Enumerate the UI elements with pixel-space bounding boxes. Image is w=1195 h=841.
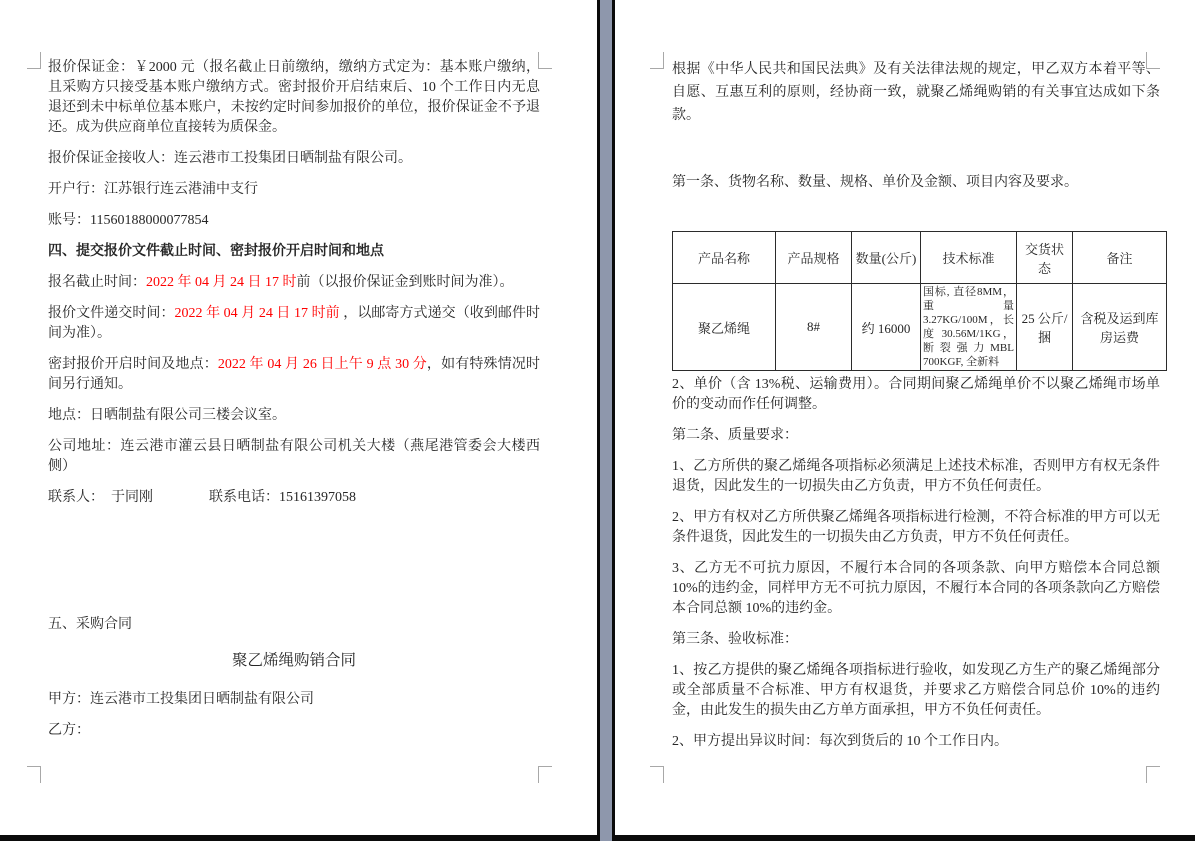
text-run: 聚乙烯绳购销合同 <box>231 652 356 669</box>
text-run: 1、按乙方提供的聚乙烯绳各项指标进行验收，如发现乙方生产的聚乙烯绳部分或全部质量不合标准、甲方有权退货，并要求乙方赔偿合同总价 10%的违约金，由此发生的损失由乙方单方面承担，甲方不负任何责任。 <box>672 663 1160 718</box>
paragraph <box>672 375 1160 415</box>
table-cell: 国标, 直径8MM，重量 3.27KG/100M，长度 30.56M/1KG，断裂强力MBL 700KGF, 全新料 <box>921 284 1017 371</box>
crop-mark <box>27 766 41 783</box>
paragraph <box>48 180 540 200</box>
crop-mark <box>650 766 664 783</box>
table-cell: 含税及运到库房运费 <box>1073 284 1167 371</box>
crop-mark <box>1146 766 1160 783</box>
text-run: 第一条、货物名称、数量、规格、单价及金额、项目内容及要求。 <box>672 175 1078 190</box>
paragraph <box>48 437 540 477</box>
paragraph <box>672 559 1164 619</box>
crop-mark <box>538 52 552 69</box>
paragraph <box>672 732 1160 752</box>
table-header-cell: 数量(公斤) <box>852 232 921 284</box>
paragraph <box>48 488 540 508</box>
text-run: 报价保证金：￥2000 元（报名截止日前缴纳，缴纳方式定为：基本账户缴纳，且采购方只接受基本账户缴纳方式。密封报价开启结束后、10 个工作日内无息退还到未中标单位基本账户，未按约定时间参加报价的单位，报价保证金不予退还。成为供应商单位直接转为质保金。 <box>48 60 540 135</box>
text-run: 甲方：连云港市工投集团日晒制盐有限公司 <box>48 692 314 707</box>
paragraph <box>48 58 540 138</box>
table-header-cell: 产品规格 <box>776 232 852 284</box>
text-run: 2、甲方提出异议时间：每次到货后的 10 个工作日内。 <box>672 734 1008 749</box>
text-run: ，如有特殊情况时间另行通知。 <box>48 357 541 392</box>
crop-mark <box>27 52 41 69</box>
text-run: 五、采购合同 <box>48 617 132 632</box>
text-run: 地点：日晒制盐有限公司三楼会议室。 <box>48 408 286 423</box>
paragraph <box>48 721 540 741</box>
paragraph <box>672 58 1160 127</box>
table-header-cell: 交货状态 <box>1017 232 1073 284</box>
page-left-text-area[interactable] <box>48 58 540 752</box>
goods-table <box>672 231 1167 371</box>
paragraph <box>672 457 1160 497</box>
text-run: 乙方： <box>48 723 90 738</box>
table-row <box>673 284 1167 371</box>
table-cell: 25 公斤/捆 <box>1017 284 1073 371</box>
table-header-cell: 产品名称 <box>673 232 776 284</box>
paragraph <box>672 508 1160 548</box>
text-run: 账号：11560188000077854 <box>48 213 209 228</box>
text-run: 密封报价开启时间及地点： <box>48 357 218 372</box>
text-run: ，以邮寄方式递交（收到邮件时间为准）。 <box>48 306 541 341</box>
text-run: 前（以报价保证金到账时间为准）。 <box>296 275 514 290</box>
paragraph <box>48 651 540 671</box>
document-page-right <box>615 0 1195 835</box>
page-right-text-area[interactable] <box>672 58 1164 763</box>
table-cell: 约 16000 <box>852 284 921 371</box>
text-run: 公司地址：连云港市灌云县日晒制盐有限公司机关大楼（燕尾港管委会大楼西侧） <box>48 439 540 474</box>
table-header-cell: 备注 <box>1073 232 1167 284</box>
highlighted-text-run: 2022 年 04 月 24 日 17 时前 <box>174 306 340 321</box>
paragraph <box>48 211 540 231</box>
page-gutter <box>597 0 615 841</box>
text-run: 报价文件递交时间： <box>48 306 175 321</box>
text-run: 第三条、验收标准： <box>672 632 798 647</box>
paragraph <box>48 615 540 635</box>
paragraph <box>48 242 540 262</box>
text-run: 根据《中华人民共和国民法典》及有关法律法规的规定，甲乙双方本着平等、自愿、互惠互利的原则，经协商一致，就聚乙烯绳购销的有关事宜达成如下条款。 <box>672 62 1160 123</box>
highlighted-text-run: 2022 年 04 月 26 日上午 9 点 30 分 <box>217 357 427 372</box>
table-cell: 聚乙烯绳 <box>673 284 776 371</box>
text-run: 2、单价（含 13%税、运输费用）。合同期间聚乙烯绳单价不以聚乙烯绳市场单价的变动而作任何调整。 <box>672 377 1160 412</box>
paragraph <box>672 173 1160 193</box>
paragraph <box>48 406 540 426</box>
text-run: 报名截止时间： <box>48 275 146 290</box>
paragraph <box>672 661 1160 721</box>
paragraph <box>48 273 540 293</box>
crop-mark <box>538 766 552 783</box>
text-run: 1、乙方所供的聚乙烯绳各项指标必须满足上述技术标准，否则甲方有权无条件退货，因此发生的一切损失由乙方负责，甲方不负任何责任。 <box>672 459 1160 494</box>
paragraph <box>48 355 540 395</box>
paragraph <box>672 426 1160 446</box>
text-run: 3、乙方无不可抗力原因，不履行本合同的各项条款、向甲方赔偿本合同总额 10%的违约金，同样甲方无不可抗力原因，不履行本合同的各项条款向乙方赔偿本合同总额 10%的违约金。 <box>672 561 1164 616</box>
text-run: 报价保证金接收人：连云港市工投集团日晒制盐有限公司。 <box>48 151 412 166</box>
paragraph <box>48 690 540 710</box>
text-run: 联系人： 于同刚 联系电话：15161397058 <box>48 490 356 505</box>
paragraph <box>48 304 540 344</box>
text-run: 四、提交报价文件截止时间、密封报价开启时间和地点 <box>48 244 384 259</box>
document-page-left <box>0 0 597 835</box>
highlighted-text-run: 2022 年 04 月 24 日 17 时 <box>146 275 297 290</box>
crop-mark <box>650 52 664 69</box>
text-run: 2、甲方有权对乙方所供聚乙烯绳各项指标进行检测，不符合标准的甲方可以无条件退货，因此发生的一切损失由乙方负责，甲方不负任何责任。 <box>672 510 1160 545</box>
table-header-cell: 技术标准 <box>921 232 1017 284</box>
table-cell: 8# <box>776 284 852 371</box>
paragraph <box>672 630 1160 650</box>
text-run: 第二条、质量要求： <box>672 428 798 443</box>
paragraph <box>48 149 540 169</box>
text-run: 开户行：江苏银行连云港浦中支行 <box>48 182 258 197</box>
